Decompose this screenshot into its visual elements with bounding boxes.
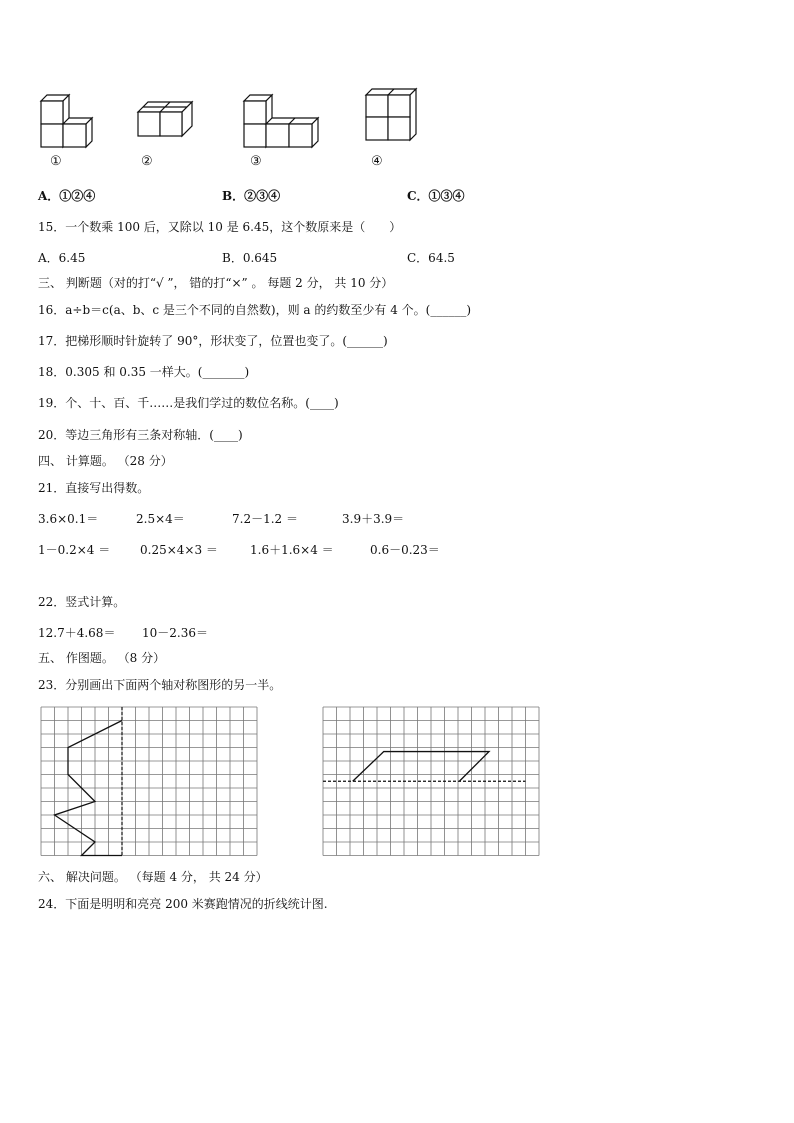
q21-item: 1－0.2×4 ＝ <box>38 543 111 557</box>
q21-item: 2.5×4＝ <box>136 512 185 526</box>
q14-option-a: A．①②④ <box>38 189 96 203</box>
section-3-title: 三、 判断题（对的打“√ ”， 错的打“×” 。 每题 2 分， 共 10 分） <box>38 276 394 290</box>
q24-title: 24．下面是明明和亮亮 200 米赛跑情况的折线统计图. <box>38 897 328 911</box>
q18-text: 18．0.305 和 0.35 一样大。(_______) <box>38 365 250 379</box>
q21-item: 3.6×0.1＝ <box>38 512 99 526</box>
cube-figure-4 <box>362 86 420 144</box>
q15-text: 15．一个数乘 100 后，又除以 10 是 6.45，这个数原来是（ ） <box>38 220 402 234</box>
q21-item: 0.25×4×3 ＝ <box>140 543 218 557</box>
figure-label-4: ④ <box>371 154 383 169</box>
q15-option-c: C．64.5 <box>407 251 455 265</box>
q14-option-b: B．②③④ <box>222 189 281 203</box>
cube-figure-1 <box>38 92 98 152</box>
q15-option-b: B．0.645 <box>222 251 278 265</box>
q21-item: 3.9＋3.9＝ <box>342 512 405 526</box>
q22-title: 22．竖式计算。 <box>38 595 126 609</box>
q17-text: 17．把梯形顺时针旋转了 90°，形状变了，位置也变了。(______) <box>38 334 388 348</box>
q19-text: 19．个、十、百、千……是我们学过的数位名称。(____) <box>38 396 339 410</box>
q22-item: 12.7＋4.68＝ <box>38 626 116 640</box>
q21-item: 1.6＋1.6×4 ＝ <box>250 543 334 557</box>
q15-option-a: A．6.45 <box>38 251 86 265</box>
q14-option-c: C．①③④ <box>407 189 465 203</box>
q23-title: 23．分别画出下面两个轴对称图形的另一半。 <box>38 678 282 692</box>
grid-figure-left <box>40 706 259 861</box>
q21-item: 0.6－0.23＝ <box>370 543 440 557</box>
q21-item: 7.2－1.2 ＝ <box>232 512 298 526</box>
cube-figure-2 <box>135 98 195 142</box>
q20-text: 20．等边三角形有三条对称轴．(____) <box>38 428 243 442</box>
figure-label-2: ② <box>141 154 153 169</box>
section-6-title: 六、 解决问题。 （每题 4 分， 共 24 分） <box>38 870 268 884</box>
q21-title: 21．直接写出得数。 <box>38 481 150 495</box>
figure-label-3: ③ <box>250 154 262 169</box>
section-5-title: 五、 作图题。 （8 分） <box>38 651 166 665</box>
cube-figure-3 <box>241 92 321 152</box>
half-figure <box>353 752 489 782</box>
figure-label-1: ① <box>50 154 62 169</box>
q22-item: 10－2.36＝ <box>142 626 208 640</box>
section-4-title: 四、 计算题。 （28 分） <box>38 454 173 468</box>
q16-text: 16．a÷b＝c(a、b、c 是三个不同的自然数)，则 a 的约数至少有 4 个。(______) <box>38 303 472 317</box>
grid-figure-right <box>322 706 541 861</box>
